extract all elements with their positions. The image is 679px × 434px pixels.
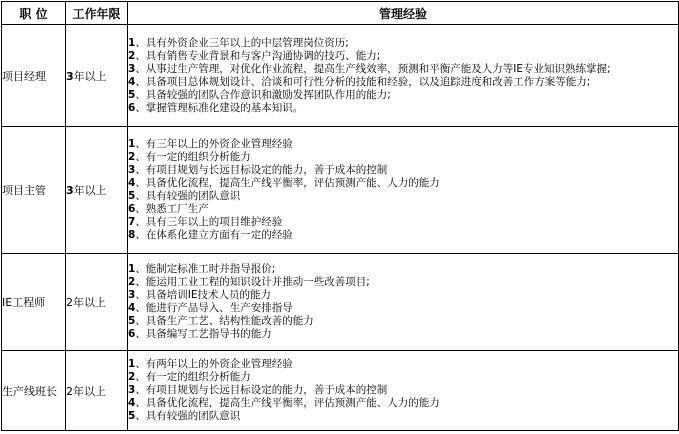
item-number: 3 [128,164,136,176]
item-text: 、具备优化流程，提高生产线平衡率，评估预测产能、人力的能力 [135,177,440,189]
item-text: 、在体系化建立方面有一定的经验 [135,229,293,241]
item-text: 、具有销售专业背景和与客户沟通协调的技巧、能力; [135,49,381,62]
table-row [2,25,679,127]
item-number: 2 [128,151,136,163]
header-years: 工作年限 [66,2,128,25]
item-text: 、有项目规划与长远目标设定的能力，善于成本的控制 [135,164,388,176]
item-number: 4 [128,302,136,314]
item-number: 4 [128,75,136,88]
item-number: 4 [128,397,136,409]
experience-item [128,190,678,203]
position-cell: 项目主管 [2,127,66,254]
experience-item [128,203,678,216]
experience-item [128,164,678,177]
years-suffix: 年以上 [73,296,106,309]
position-cell: 项目经理 [2,25,66,127]
item-number: 2 [128,371,136,383]
experience-item [128,102,678,115]
item-text: 、有一定的组织分析能力 [135,371,251,383]
years-cell [66,254,128,351]
experience-item [128,328,678,341]
item-number: 3 [128,62,136,75]
item-text: 、有两年以上的外资企业管理经验 [135,358,293,370]
item-text: 、有一定的组织分析能力 [135,151,251,163]
item-number: 1 [128,138,136,150]
experience-item [128,37,678,50]
item-text: 、具备优化流程，提高生产线平衡率，评估预测产能、人力的能力 [135,397,440,409]
years-cell [66,25,128,127]
item-text: 、具备编写工艺指导书的能力 [135,328,272,340]
years-number: 2 [66,384,73,398]
years-suffix: 年以上 [73,69,107,83]
experience-item [128,315,678,328]
experience-item [128,50,678,63]
item-number: 2 [128,49,136,62]
item-number: 1 [128,36,136,49]
experience-item [128,397,678,410]
experience-item [128,76,678,89]
experience-item [128,410,678,423]
item-text: 、有三年以上的外资企业管理经验 [135,138,293,150]
years-suffix: 年以上 [73,184,107,197]
item-number: 7 [128,216,136,228]
item-number: 1 [128,263,136,275]
item-text: 、具有三年以上的项目维护经验 [135,216,283,228]
experience-item [128,177,678,190]
table-row [2,127,679,254]
experience-item [128,216,678,229]
experience-item [128,151,678,164]
item-text: 、掌握管理标准化建设的基本知识。 [135,101,304,114]
item-text: 、具备生产工艺、结构性能改善的能力 [135,315,314,327]
experience-cell [128,25,679,127]
years-suffix: 年以上 [73,384,106,398]
item-text: 、具备培训IE技术人员的能力 [135,289,272,301]
table-row [2,254,679,351]
experience-item [128,384,678,397]
item-text: 、能制定标准工时并指导报价; [135,263,276,275]
item-text: 、能进行产品导入、生产安排指导 [135,302,293,314]
item-text: 、有项目规划与长远目标设定的能力，善于成本的控制 [135,384,388,396]
item-number: 6 [128,328,136,340]
item-number: 3 [128,384,136,396]
header-position: 职 位 [2,2,66,25]
item-text: 、具有较强的团队意识 [135,190,241,202]
experience-cell [128,254,679,351]
experience-item [128,89,678,102]
experience-item [128,289,678,302]
experience-item [128,302,678,315]
item-text: 、能运用工业工程的知识设计并推动一些改善项目; [135,276,370,288]
experience-cell [128,127,679,254]
experience-item [128,371,678,384]
item-number: 5 [128,190,136,202]
item-number: 5 [128,410,136,422]
experience-item [128,358,678,371]
header-experience: 管理经验 [128,2,679,25]
item-text: 、具备项目总体规划设计、洽谈和可行性分析的技能和经验，以及追踪进度和改善工作方案等能力; [135,75,591,88]
header-row [2,2,679,25]
position-cell: 生产线班长 [2,351,66,431]
item-text: 、具有较强的团队意识 [135,410,241,422]
years-cell [66,127,128,254]
item-number: 4 [128,177,136,189]
years-number: 3 [66,184,74,197]
item-number: 8 [128,229,136,241]
item-number: 5 [128,315,136,327]
experience-item [128,63,678,76]
experience-item [128,263,678,276]
item-number: 6 [128,101,136,114]
requirements-table [1,1,679,431]
item-number: 6 [128,203,136,215]
experience-item [128,138,678,151]
item-number: 1 [128,358,136,370]
years-number: 3 [66,69,74,83]
item-text: 、从事过生产管理，对优化作业流程，提高生产线效率，预测和平衡产能及人力等IE专业知识熟练掌握; [135,62,611,75]
experience-cell [128,351,679,431]
experience-item [128,276,678,289]
item-text: 、具备较强的团队合作意识和激励发挥团队作用的能力; [135,88,391,101]
item-number: 3 [128,289,136,301]
item-text: 、熟悉工厂生产 [135,203,209,215]
item-text: 、具有外资企业三年以上的中层管理岗位资历; [135,36,349,49]
years-number: 2 [66,296,73,309]
years-cell [66,351,128,431]
position-cell: IE工程师 [2,254,66,351]
table-row [2,351,679,431]
experience-item [128,229,678,242]
item-number: 2 [128,276,136,288]
item-number: 5 [128,88,136,101]
